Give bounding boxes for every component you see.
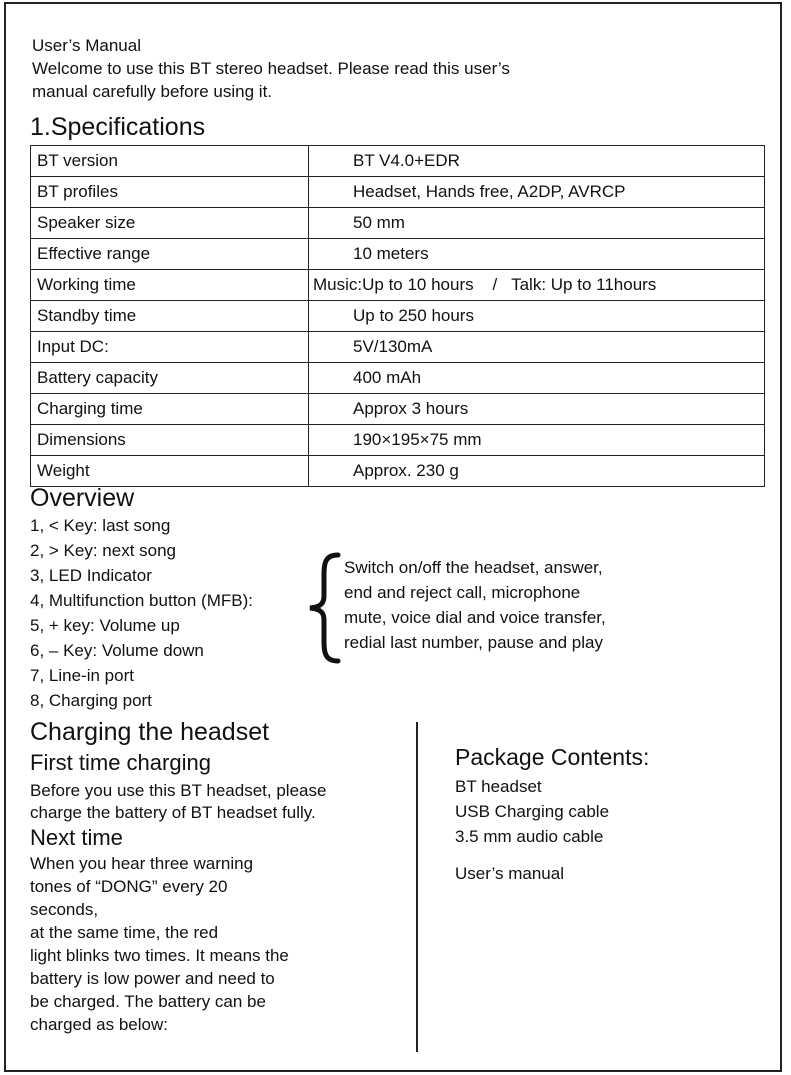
- text-line: When you hear three warning: [30, 854, 254, 873]
- overview-list: [30, 513, 253, 713]
- spec-label: Weight: [31, 456, 309, 487]
- spec-value: Headset, Hands free, A2DP, AVRCP: [309, 177, 765, 208]
- table-row: [31, 177, 765, 208]
- table-row: [31, 239, 765, 270]
- spec-value: 10 meters: [309, 239, 765, 270]
- overview-heading: Overview: [30, 484, 135, 512]
- spec-label: Effective range: [31, 239, 309, 270]
- mfb-note-line: end and reject call, microphone: [344, 583, 581, 602]
- spec-value: Approx. 230 g: [309, 456, 765, 487]
- text-line: charged as below:: [30, 1015, 168, 1034]
- spec-value: 190×195×75 mm: [309, 425, 765, 456]
- first-charging-text: [30, 780, 415, 824]
- spec-value: BT V4.0+EDR: [309, 146, 765, 177]
- table-row: [31, 208, 765, 239]
- list-item: 4, Multifunction button (MFB):: [30, 591, 253, 610]
- list-item: 7, Line-in port: [30, 666, 134, 685]
- list-item: 1, < Key: last song: [30, 516, 171, 535]
- list-item: 3.5 mm audio cable: [455, 827, 604, 846]
- table-row: [31, 301, 765, 332]
- spec-label: Standby time: [31, 301, 309, 332]
- curly-brace-icon: [304, 552, 342, 664]
- next-time-heading: Next time: [30, 825, 123, 850]
- list-item: 5, + key: Volume up: [30, 616, 180, 635]
- first-charging-heading: First time charging: [30, 750, 211, 775]
- mfb-description: [344, 555, 684, 655]
- spec-label: Charging time: [31, 394, 309, 425]
- mfb-note-line: Switch on/off the headset, answer,: [344, 558, 603, 577]
- spec-value: 5V/130mA: [309, 332, 765, 363]
- spec-label: Dimensions: [31, 425, 309, 456]
- list-item: 6, – Key: Volume down: [30, 641, 204, 660]
- spec-label: Input DC:: [31, 332, 309, 363]
- list-item: 3, LED Indicator: [30, 566, 152, 585]
- text-line: tones of “DONG” every 20: [30, 877, 228, 896]
- spec-value: Music:Up to 10 hours / Talk: Up to 11hours: [309, 270, 765, 301]
- spec-label: Speaker size: [31, 208, 309, 239]
- table-row: [31, 456, 765, 487]
- list-item: 8, Charging port: [30, 691, 152, 710]
- charging-heading: Charging the headset: [30, 718, 270, 746]
- mfb-note-line: redial last number, pause and play: [344, 633, 603, 652]
- spec-label: Battery capacity: [31, 363, 309, 394]
- specifications-table: [30, 145, 765, 487]
- text-line: be charged. The battery can be: [30, 992, 266, 1011]
- list-item: USB Charging cable: [455, 802, 610, 821]
- table-row: [31, 332, 765, 363]
- list-item: 2, > Key: next song: [30, 541, 177, 560]
- table-row: [31, 270, 765, 301]
- intro-line: Welcome to use this BT stereo headset. Please read this user’s: [32, 59, 510, 78]
- text-line: seconds,: [30, 900, 99, 919]
- intro-block: [32, 34, 510, 103]
- next-time-text: [30, 852, 415, 1036]
- table-row: [31, 394, 765, 425]
- manual-title: User’s Manual: [32, 36, 141, 55]
- table-row: [31, 146, 765, 177]
- table-row: [31, 363, 765, 394]
- spec-value: 400 mAh: [309, 363, 765, 394]
- text-line: at the same time, the red: [30, 923, 219, 942]
- package-heading: Package Contents:: [455, 744, 650, 770]
- list-item: User’s manual: [455, 864, 564, 883]
- intro-line: manual carefully before using it.: [32, 82, 273, 101]
- spec-label: BT version: [31, 146, 309, 177]
- list-item: BT headset: [455, 777, 542, 796]
- table-row: [31, 425, 765, 456]
- text-line: charge the battery of BT headset fully.: [30, 803, 316, 822]
- spec-value: Up to 250 hours: [309, 301, 765, 332]
- specifications-heading: 1.Specifications: [30, 113, 206, 141]
- page-edge: [782, 0, 791, 1075]
- text-line: battery is low power and need to: [30, 969, 275, 988]
- spec-label: Working time: [31, 270, 309, 301]
- text-line: Before you use this BT headset, please: [30, 781, 327, 800]
- spec-value: Approx 3 hours: [309, 394, 765, 425]
- text-line: light blinks two times. It means the: [30, 946, 289, 965]
- spec-label: BT profiles: [31, 177, 309, 208]
- package-list: [455, 774, 609, 886]
- mfb-note-line: mute, voice dial and voice transfer,: [344, 608, 606, 627]
- column-divider: [416, 722, 418, 1052]
- spec-value: 50 mm: [309, 208, 765, 239]
